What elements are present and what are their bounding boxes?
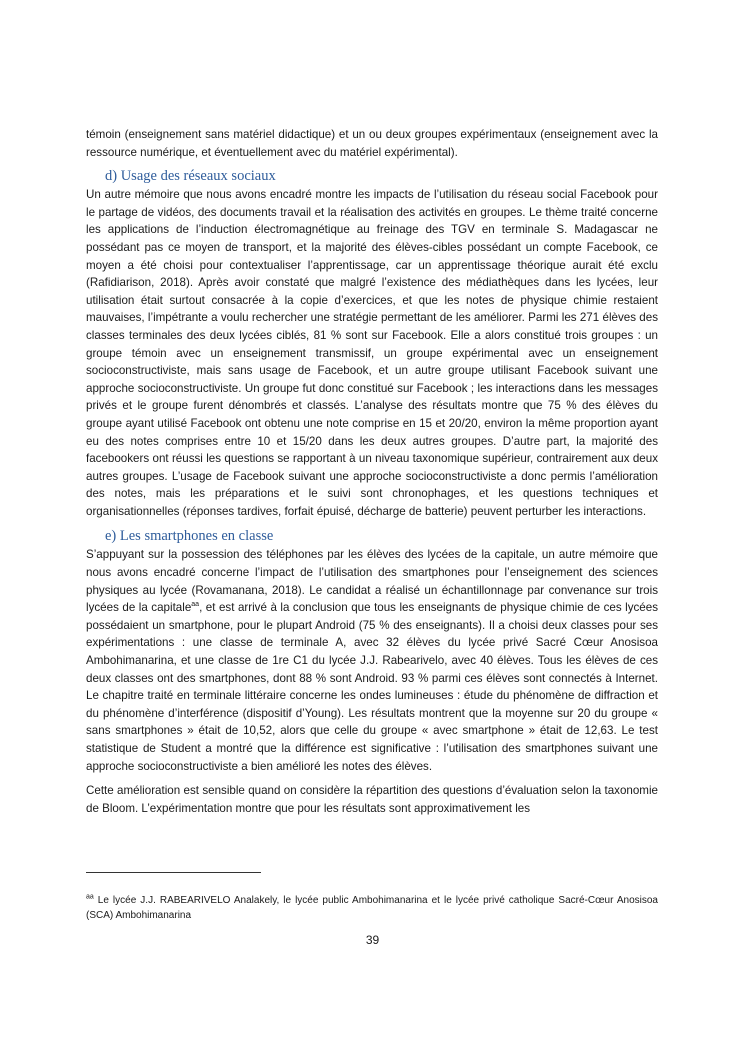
footnote-text: Le lycée J.J. RABEARIVELO Analakely, le lycée public Ambohimanarina et le lycée privé catholique Sacré-Cœur Anosisoa (SCA) Ambohimanarina [86,895,658,921]
intro-paragraph: témoin (enseignement sans matériel didactique) et un ou deux groupes expérimentaux (enseignement avec la ressource numérique, et éventuellement avec du matériel expérimental). [86,128,658,159]
smartphones-text-b: , et est arrivé à la conclusion que tous les enseignants de physique chimie de ces lycées possédaient un smartphone, pour le plupart Android (75 % des enseignants). Il a choisi deux classes pour ses expérimentations : une classe de terminale A, avec 32 élèves du lycée privé Sacré Cœur Anosisoa Ambohimanarina, et une classe de 1re C1 du lycée J.J. Rabearivelo, avec 40 élèves. Tous les élèves de ces deux classes ont des smartphones, dont 88 % sont Android. 93 % parmi ces élèves sont connectés à Internet. Le chapitre traité en terminale littéraire concerne les ondes lumineuses : étude du phénomène de diffraction et du phénomène d’interférence (dispositif d’Young). Les résultats montrent que la moyenne sur 20 du groupe « sans smartphones » était de 10,52, alors que celle du groupe « avec smartphone » était de 12,63. Le test statistique de Student a montré que la différence est significative : l’utilisation des smartphones suivant une approche socioconstructiviste a bien amélioré les notes des élèves. [86,601,658,773]
page-body [86,126,658,817]
smartphones-paragraph [86,546,658,775]
smartphones-text-a: S’appuyant sur la possession des téléphones par les élèves des lycées de la capitale, un autre mémoire que nous avons encadré concerne l’impact de l’utilisation des smartphones pour l’enseignement des sciences physiques au lycée (Rovamanana, 2018). Le candidat a réalisé un échantillonnage par convenance sur trois lycées de la capitale [86,548,658,615]
footnote [86,893,658,923]
footnote-reference[interactable]: aa [191,601,200,609]
bloom-paragraph: Cette amélioration est sensible quand on considère la répartition des questions d’évaluation selon la taxonomie de Bloom. L’expérimentation montre que pour les résultats sont approximativement les [86,784,658,815]
section-heading-smartphones: e) Les smartphones en classe [105,528,274,545]
section-heading-social-networks: d) Usage des réseaux sociaux [105,168,276,185]
social-networks-paragraph: Un autre mémoire que nous avons encadré montre les impacts de l’utilisation du réseau social Facebook pour le partage de vidéos, des documents travail et la réalisation des activités en groupes. Le thème traité concerne les applications de l’induction électromagnétique au freinage des TGV en terminale S. Madagascar ne possédant pas ce moyen de transport, et la majorité des élèves-cibles possédant un compte Facebook, ce moyen a été choisi pour contextualiser l’apprentissage, car un apprentissage théorique aurait été exclu (Rafidiarison, 2018). Après avoir constaté que malgré l’existence des médiathèques dans les lycées, leur utilisation était surtout consacrée à la copie d’exercices, et que les notes de physique chimie restaient mauvaises, l’impétrante a voulu rechercher une stratégie permettant de les améliorer. Parmi les 271 élèves des classes terminales des deux lycées ciblés, 81 % sont sur Facebook. Elle a alors constitué trois groupes : un groupe témoin avec un enseignement transmissif, un groupe expérimental avec un enseignement socioconstructiviste, mais sans usage de Facebook, et un autre groupe utilisant Facebook suivant une approche socioconstructiviste. Un groupe fut donc constitué sur Facebook ; les interactions dans les messages privés et le groupe furent dénombrés et classés. L’analyse des résultats montre que 75 % des élèves du groupe ayant utilisé Facebook ont obtenu une note comprise en 15 et 20/20, environ la même proportion ayant eu des notes comprises entre 10 et 15/20 dans les deux autres groupes. D’autre part, la majorité des facebookers ont réussi les questions se rapportant à un niveau taxonomique supérieur, contrairement aux deux autres groupes. L’usage de Facebook suivant une approche socioconstructiviste a donc permis l’amélioration des notes, mais les préparations et le suivi sont chronophages, et les questions techniques et organisationnelles (réponses tardives, forfait épuisé, décharge de batterie) peuvent perturber les interactions. [86,188,658,518]
footnote-separator [86,872,261,873]
footnote-marker: aa [86,893,94,901]
page-number: 39 [365,933,380,947]
